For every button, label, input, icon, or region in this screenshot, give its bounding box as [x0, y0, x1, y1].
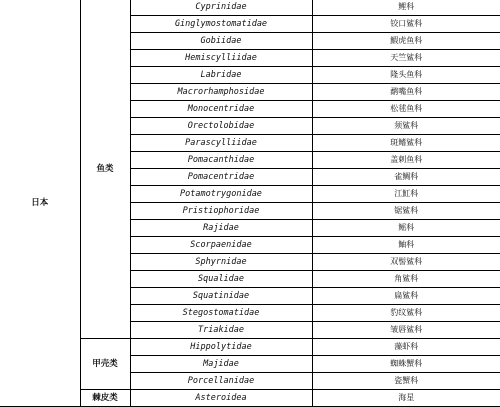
- chinese-name-cell: 双髻鲨科: [312, 254, 500, 271]
- latin-name-cell: Potamotrygonidae: [130, 186, 312, 203]
- chinese-name-cell: 雀鲷科: [312, 169, 500, 186]
- chinese-name-cell: 天竺鲨科: [312, 50, 500, 67]
- category-cell-crustacean: 甲壳类: [80, 339, 130, 390]
- latin-name-cell: Cyprinidae: [130, 0, 312, 16]
- latin-name-cell: Hemiscylliidae: [130, 50, 312, 67]
- chinese-name-cell: 瓷蟹科: [312, 373, 500, 390]
- chinese-name-cell: 藻虾科: [312, 339, 500, 356]
- latin-name-cell: Majidae: [130, 356, 312, 373]
- chinese-name-cell: 角鲨科: [312, 271, 500, 288]
- latin-name-cell: Asteroidea: [130, 390, 312, 407]
- latin-name-cell: Hippolytidae: [130, 339, 312, 356]
- latin-name-cell: Orectolobidae: [130, 118, 312, 135]
- chinese-name-cell: 蜘蛛蟹科: [312, 356, 500, 373]
- latin-name-cell: Triakidae: [130, 322, 312, 339]
- latin-name-cell: Parascylliidae: [130, 135, 312, 152]
- chinese-name-cell: 锯鲨科: [312, 203, 500, 220]
- latin-name-cell: Squalidae: [130, 271, 312, 288]
- chinese-name-cell: 隆头鱼科: [312, 67, 500, 84]
- chinese-name-cell: 鹬嘴鱼科: [312, 84, 500, 101]
- country-cell: 日本: [0, 0, 80, 407]
- latin-name-cell: Pomacanthidae: [130, 152, 312, 169]
- latin-name-cell: Pristiophoridae: [130, 203, 312, 220]
- category-cell-fish: 鱼类: [80, 0, 130, 339]
- latin-name-cell: Porcellanidae: [130, 373, 312, 390]
- table-row: [0, 0, 500, 16]
- chinese-name-cell: 铰口鲨科: [312, 16, 500, 33]
- latin-name-cell: Labridae: [130, 67, 312, 84]
- chinese-name-cell: 皱唇鲨科: [312, 322, 500, 339]
- chinese-name-cell: 海星: [312, 390, 500, 407]
- latin-name-cell: Ginglymostomatidae: [130, 16, 312, 33]
- latin-name-cell: Squatinidae: [130, 288, 312, 305]
- latin-name-cell: Stegostomatidae: [130, 305, 312, 322]
- chinese-name-cell: 斑鳍鲨科: [312, 135, 500, 152]
- latin-name-cell: Macrorhamphosidae: [130, 84, 312, 101]
- latin-name-cell: Sphyrnidae: [130, 254, 312, 271]
- chinese-name-cell: 松毬鱼科: [312, 101, 500, 118]
- chinese-name-cell: 鲤科: [312, 0, 500, 16]
- latin-name-cell: Monocentridae: [130, 101, 312, 118]
- latin-name-cell: Scorpaenidae: [130, 237, 312, 254]
- chinese-name-cell: 须鲨科: [312, 118, 500, 135]
- chinese-name-cell: 鲉科: [312, 237, 500, 254]
- chinese-name-cell: 盖刺鱼科: [312, 152, 500, 169]
- chinese-name-cell: 鰕虎鱼科: [312, 33, 500, 50]
- chinese-name-cell: 江魟科: [312, 186, 500, 203]
- latin-name-cell: Gobiidae: [130, 33, 312, 50]
- category-cell-echinoderm: 棘皮类: [80, 390, 130, 407]
- chinese-name-cell: 鳐科: [312, 220, 500, 237]
- latin-name-cell: Pomacentridae: [130, 169, 312, 186]
- chinese-name-cell: 豹纹鲨科: [312, 305, 500, 322]
- latin-name-cell: Rajidae: [130, 220, 312, 237]
- chinese-name-cell: 扁鲨科: [312, 288, 500, 305]
